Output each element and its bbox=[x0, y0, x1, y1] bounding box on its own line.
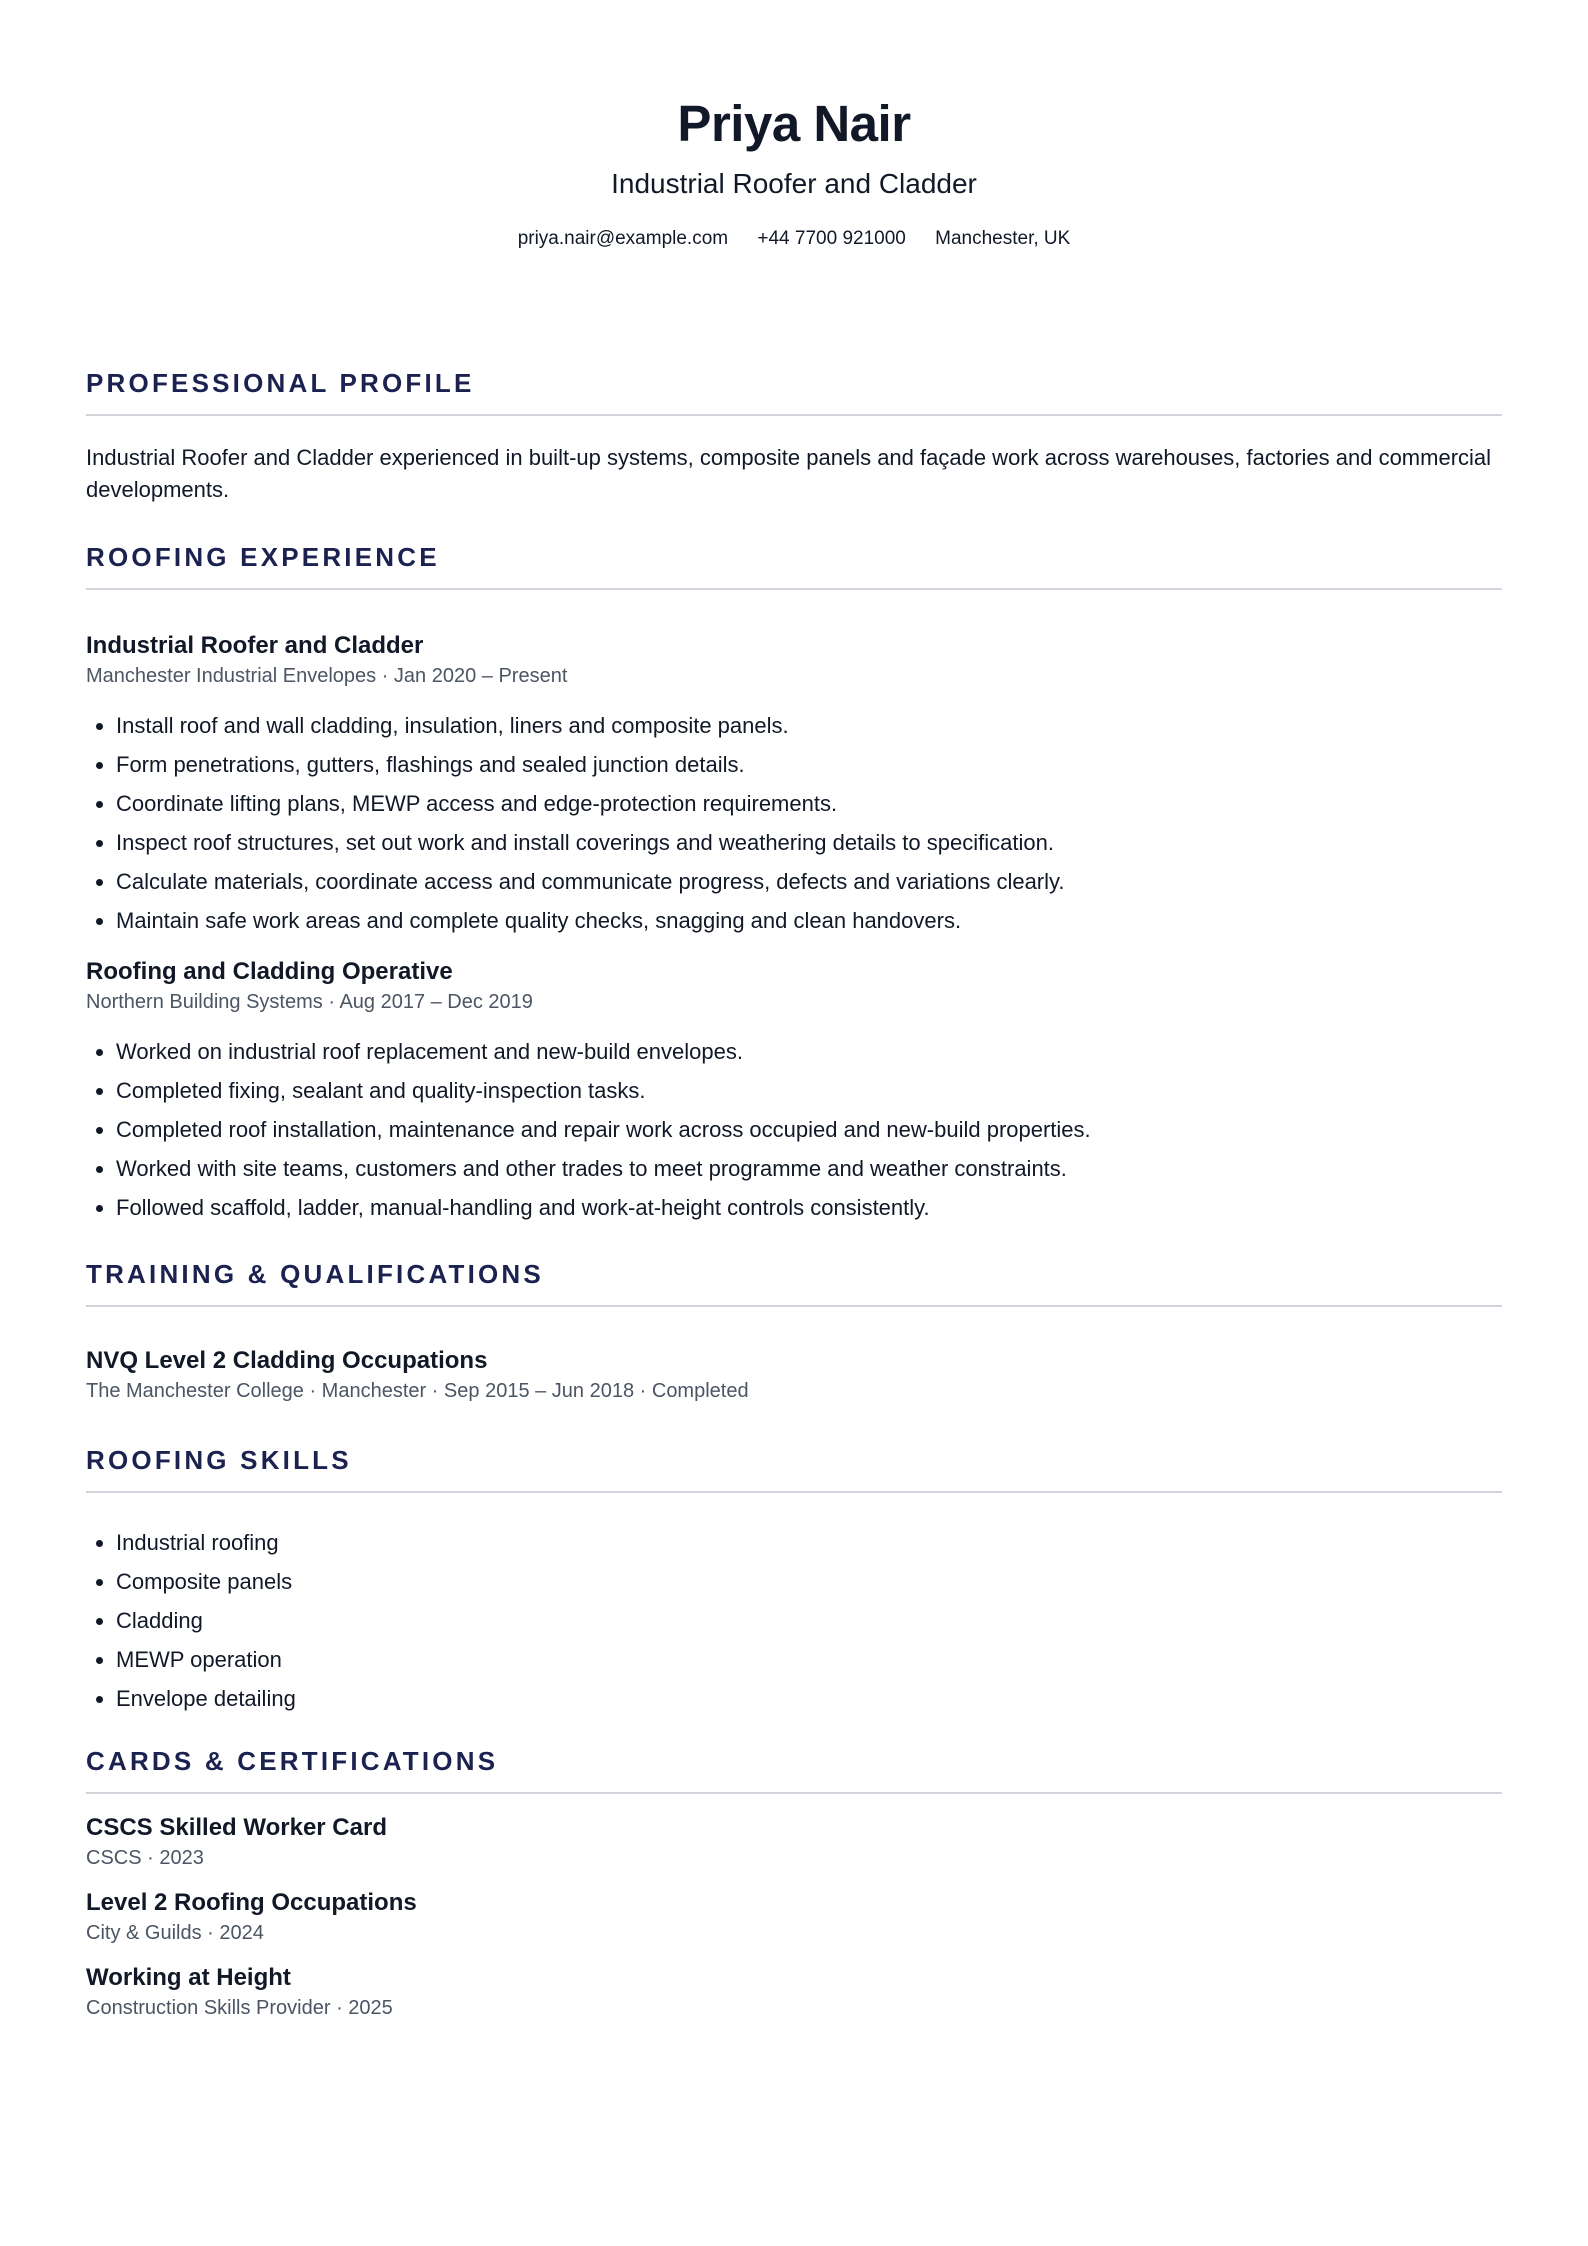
qualification-title: NVQ Level 2 Cladding Occupations bbox=[86, 1347, 488, 1374]
list-item: • Inspect roof structures, set out work and install coverings and weathering details to specification. bbox=[116, 823, 1502, 862]
section-heading-training: TRAINING & QUALIFICATIONS bbox=[86, 1259, 544, 1289]
certification-entry bbox=[86, 1812, 1502, 1872]
job-title: Roofing and Cladding Operative bbox=[86, 958, 453, 985]
job-title: Industrial Roofer and Cladder bbox=[86, 632, 424, 659]
contact-location: Manchester, UK bbox=[935, 228, 1071, 249]
certification-meta: City & Guilds · 2024 bbox=[86, 1922, 264, 1944]
contact-line bbox=[86, 226, 1502, 252]
list-item: • Worked on industrial roof replacement and new-build envelopes. bbox=[116, 1032, 1502, 1071]
list-item: • Worked with site teams, customers and other trades to meet programme and weather constraints. bbox=[116, 1149, 1502, 1188]
section-heading-experience: ROOFING EXPERIENCE bbox=[86, 542, 440, 572]
certification-title: Working at Height bbox=[86, 1964, 291, 1991]
certifications-section bbox=[86, 1744, 1502, 2022]
list-item: • Maintain safe work areas and complete quality checks, snagging and clean handovers. bbox=[116, 901, 1502, 940]
certification-meta: CSCS · 2023 bbox=[86, 1847, 204, 1869]
list-item: • Envelope detailing bbox=[116, 1679, 1502, 1718]
section-heading-profile: PROFESSIONAL PROFILE bbox=[86, 368, 475, 398]
skills-list bbox=[86, 1523, 1502, 1718]
list-item: • Form penetrations, gutters, flashings and sealed junction details. bbox=[116, 745, 1502, 784]
list-item: • Install roof and wall cladding, insulation, liners and composite panels. bbox=[116, 706, 1502, 745]
section-divider bbox=[86, 1491, 1502, 1493]
experience-section bbox=[86, 540, 1502, 1227]
section-heading-skills: ROOFING SKILLS bbox=[86, 1445, 352, 1475]
list-item: • MEWP operation bbox=[116, 1640, 1502, 1679]
list-item: • Completed roof installation, maintenance and repair work across occupied and new-build properties. bbox=[116, 1110, 1502, 1149]
certification-meta: Construction Skills Provider · 2025 bbox=[86, 1997, 393, 2019]
contact-email: priya.nair@example.com bbox=[517, 228, 729, 249]
candidate-name: Priya Nair bbox=[677, 95, 911, 152]
section-divider bbox=[86, 588, 1502, 590]
training-section bbox=[86, 1257, 1502, 1405]
list-item: • Completed fixing, sealant and quality-inspection tasks. bbox=[116, 1071, 1502, 1110]
list-item: • Industrial roofing bbox=[116, 1523, 1502, 1562]
list-item: • Followed scaffold, ladder, manual-handling and work-at-height controls consistently. bbox=[116, 1188, 1502, 1227]
list-item: • Calculate materials, coordinate access and communicate progress, defects and variations clearly. bbox=[116, 862, 1502, 901]
certification-entry bbox=[86, 1962, 1502, 2022]
section-divider bbox=[86, 414, 1502, 416]
profile-text: Industrial Roofer and Cladder experienced in built-up systems, composite panels and façade work across warehouses, factories and commercial developments. bbox=[86, 445, 1492, 502]
skills-section bbox=[86, 1443, 1502, 1718]
certification-title: CSCS Skilled Worker Card bbox=[86, 1814, 387, 1841]
candidate-title: Industrial Roofer and Cladder bbox=[611, 168, 977, 199]
list-item: • Coordinate lifting plans, MEWP access and edge-protection requirements. bbox=[116, 784, 1502, 823]
job-bullets bbox=[86, 706, 1502, 940]
qualification-meta: The Manchester College · Manchester · Sep 2015 – Jun 2018 · Completed bbox=[86, 1380, 749, 1402]
list-item: • Cladding bbox=[116, 1601, 1502, 1640]
job-entry bbox=[86, 956, 1502, 1227]
training-entry bbox=[86, 1345, 1502, 1405]
profile-section bbox=[86, 366, 1502, 506]
section-divider bbox=[86, 1792, 1502, 1794]
list-item: • Composite panels bbox=[116, 1562, 1502, 1601]
section-divider bbox=[86, 1305, 1502, 1307]
certification-entry bbox=[86, 1887, 1502, 1947]
resume-header bbox=[86, 0, 1502, 252]
job-entry bbox=[86, 630, 1502, 940]
certification-title: Level 2 Roofing Occupations bbox=[86, 1889, 417, 1916]
job-bullets bbox=[86, 1032, 1502, 1227]
job-meta: Manchester Industrial Envelopes · Jan 2020 – Present bbox=[86, 665, 568, 687]
contact-phone: +44 7700 921000 bbox=[757, 228, 906, 249]
job-meta: Northern Building Systems · Aug 2017 – Dec 2019 bbox=[86, 991, 533, 1013]
section-heading-certifications: CARDS & CERTIFICATIONS bbox=[86, 1746, 499, 1776]
